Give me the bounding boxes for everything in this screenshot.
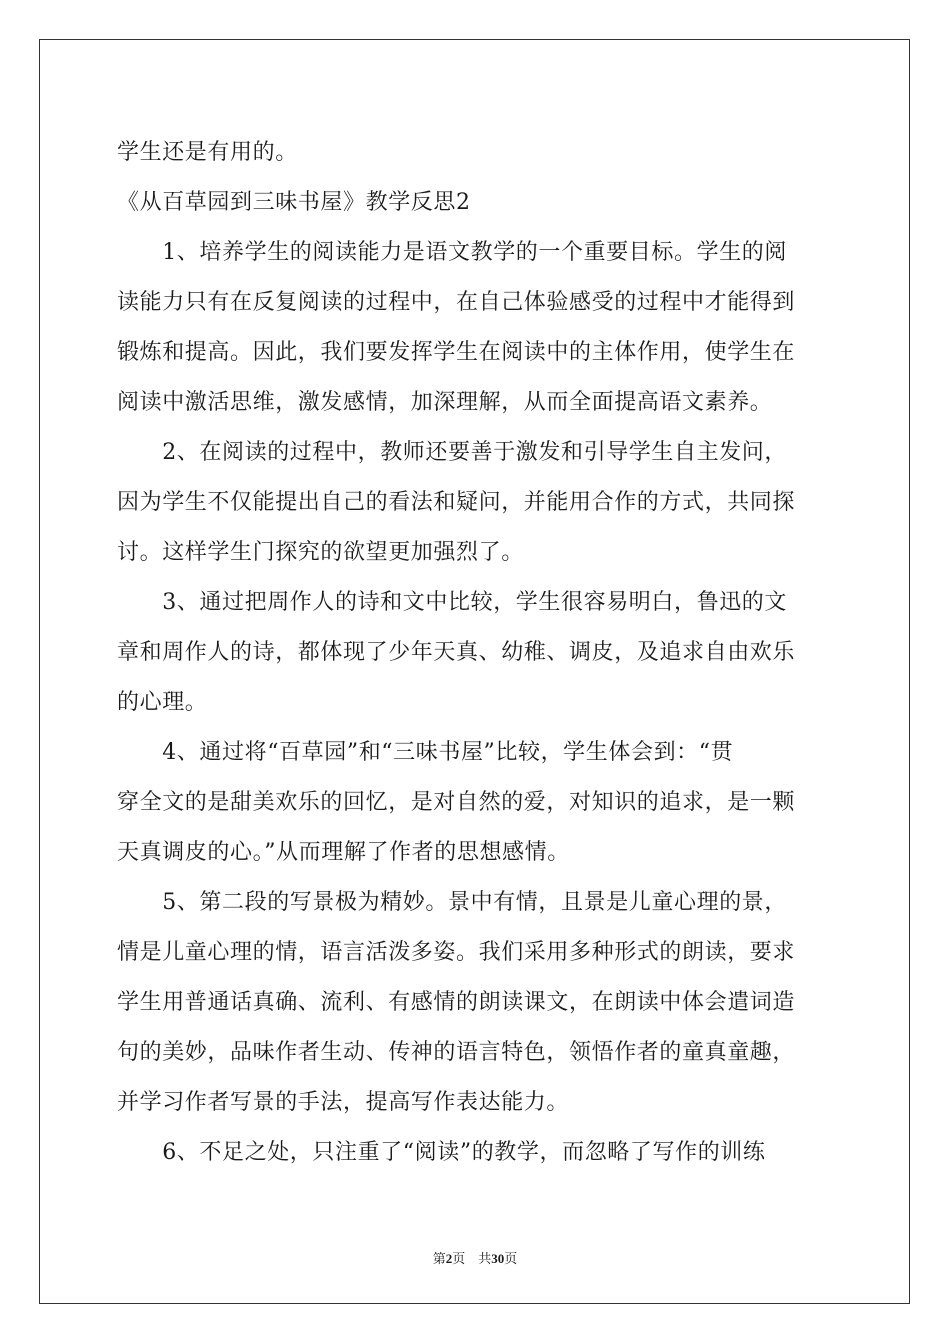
paragraph-line: 锻炼和提高。因此，我们要发挥学生在阅读中的主体作用，使学生在 [117,340,796,365]
footer-prefix: 第 [432,1252,446,1267]
paragraph-4 [117,728,837,878]
paragraph-line: 并学习作者写景的手法，提高写作表达能力。 [117,1090,570,1115]
paragraph-line: 讨。这样学生门探究的欲望更加强烈了。 [117,540,524,565]
paragraph-line: 1、培养学生的阅读能力是语文教学的一个重要目标。学生的阅 [117,240,787,265]
paragraph-line: 3、通过把周作人的诗和文中比较，学生很容易明白，鲁迅的文 [117,590,787,615]
paragraph-line: 读能力只有在反复阅读的过程中，在自己体验感受的过程中才能得到 [117,290,796,315]
total-page-count: 30 [491,1251,505,1266]
paragraph-6 [117,1128,837,1178]
paragraph-line: 穿全文的是甜美欢乐的回忆，是对自然的爱，对知识的追求，是一颗 [117,790,796,815]
paragraph-line: 因为学生不仅能提出自己的看法和疑问，并能用合作的方式，共同探 [117,490,796,515]
paragraph-1 [117,228,837,428]
paragraph-line: 2、在阅读的过程中，教师还要善于激发和引导学生自主发问， [117,440,787,465]
paragraph-line: 情是儿童心理的情，语言活泼多姿。我们采用多种形式的朗读，要求 [117,940,796,965]
paragraph-2 [117,428,837,578]
paragraph-line: 4、通过将“百草园”和“三味书屋”比较，学生体会到：“贯 [117,740,734,765]
footer-suffix: 页 [504,1252,518,1267]
section-title: 《从百草园到三味书屋》教学反思2 [117,190,471,215]
document-body [117,128,837,1178]
paragraph-line: 6、不足之处，只注重了“阅读”的教学，而忽略了写作的训练 [117,1140,766,1165]
paragraph-5 [117,878,837,1128]
paragraph-line: 学生用普通话真确、流利、有感情的朗读课文，在朗读中体会遣词造 [117,990,796,1015]
paragraph-line: 的心理。 [117,690,208,715]
paragraph-line: 句的美妙，品味作者生动、传神的语言特色，领悟作者的童真童趣， [117,1040,796,1065]
page-footer [0,1248,950,1267]
paragraph-line: 阅读中激活思维，激发感情，加深理解，从而全面提高语文素养。 [117,390,773,415]
footer-middle: 页 共 [452,1252,492,1267]
paragraph-line: 5、第二段的写景极为精妙。景中有情，且景是儿童心理的景， [117,890,787,915]
current-page-number: 2 [445,1251,453,1266]
paragraph-line: 章和周作人的诗，都体现了少年天真、幼稚、调皮，及追求自由欢乐 [117,640,796,665]
paragraph-line: 天真调皮的心。”从而理解了作者的思想感情。 [117,840,570,865]
lead-line: 学生还是有用的。 [117,140,298,165]
paragraph-3 [117,578,837,728]
